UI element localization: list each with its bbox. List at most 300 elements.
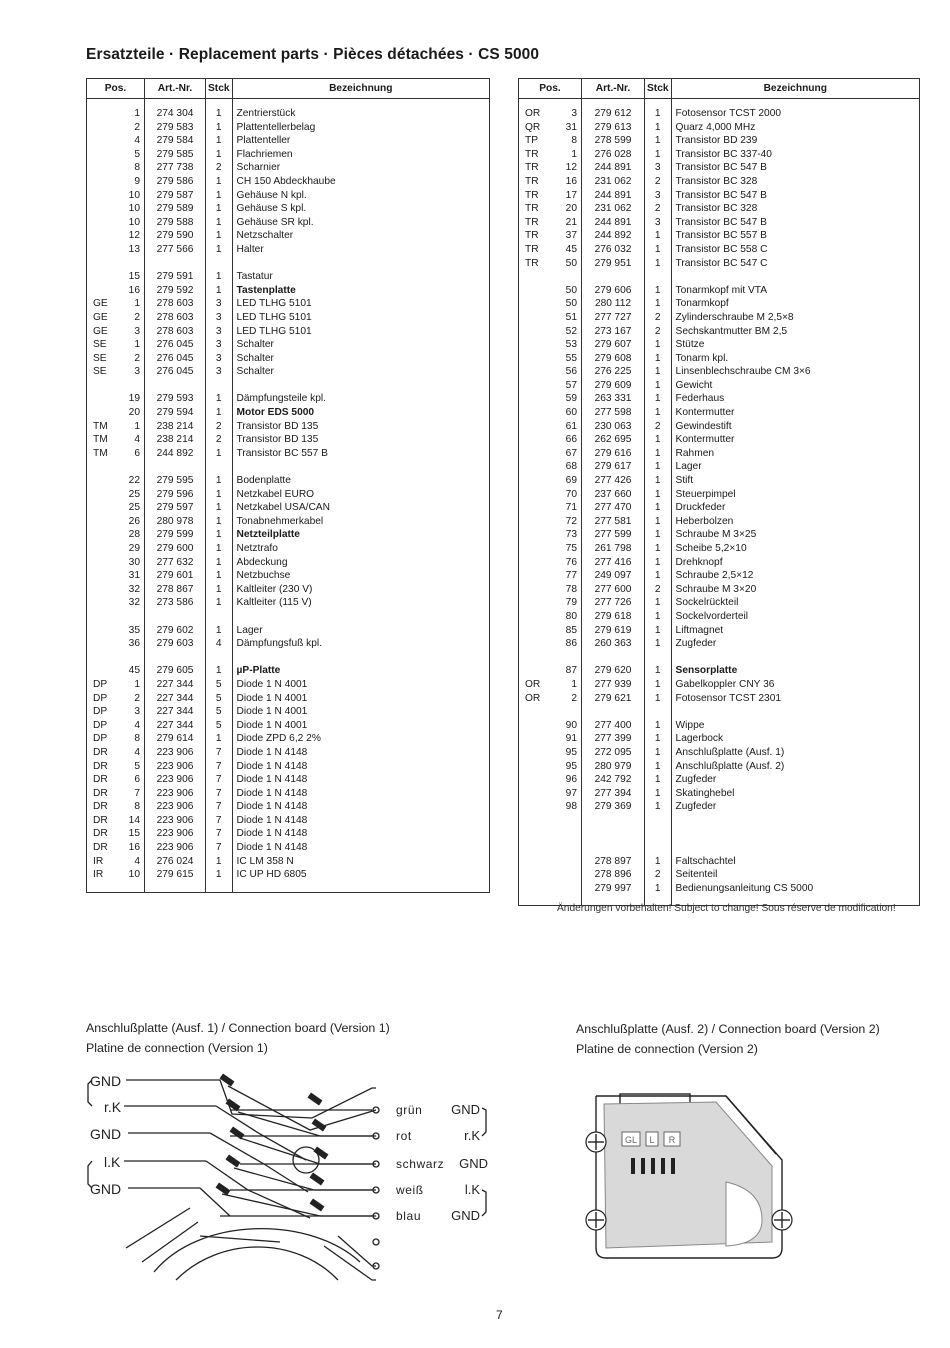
table-cell-empty xyxy=(582,814,645,828)
cell-description: Schalter xyxy=(232,338,489,352)
table-cell-empty xyxy=(145,651,206,665)
cell-art-nr: 278 867 xyxy=(145,583,206,597)
cell-qty: 1 xyxy=(645,488,672,502)
cell-qty: 3 xyxy=(206,338,233,352)
pos-number: 50 xyxy=(565,298,577,310)
cell-art-nr: 278 897 xyxy=(582,855,645,869)
cell-pos xyxy=(519,610,582,624)
table-row xyxy=(519,121,920,135)
board-mark: GL xyxy=(624,1135,638,1145)
pos-number: 8 xyxy=(134,801,140,813)
cell-pos xyxy=(519,868,582,882)
table-row xyxy=(87,474,490,488)
cell-art-nr: 223 906 xyxy=(145,773,206,787)
pos-prefix: DR xyxy=(93,760,108,772)
cell-description: Stift xyxy=(671,474,919,488)
table-row xyxy=(87,651,490,665)
table-row xyxy=(87,216,490,230)
pos-number: 60 xyxy=(565,407,577,419)
cell-qty: 1 xyxy=(206,868,233,892)
cell-art-nr: 244 891 xyxy=(582,189,645,203)
cell-art-nr: 280 979 xyxy=(582,760,645,774)
table-row xyxy=(519,474,920,488)
cell-pos xyxy=(87,488,145,502)
cell-qty: 1 xyxy=(645,882,672,906)
cell-description: Diode 1 N 4001 xyxy=(232,719,489,733)
table-row xyxy=(519,134,920,148)
pos-number: 1 xyxy=(134,298,140,310)
cell-qty: 1 xyxy=(645,148,672,162)
cell-art-nr: 279 612 xyxy=(582,99,645,121)
cell-description: IC LM 358 N xyxy=(232,855,489,869)
pos-prefix: IR xyxy=(93,855,104,867)
table-row xyxy=(87,664,490,678)
cell-pos xyxy=(87,202,145,216)
cell-qty: 1 xyxy=(645,352,672,366)
table-cell-empty xyxy=(232,651,489,665)
table-cell-empty xyxy=(87,460,145,474)
cell-qty: 1 xyxy=(645,800,672,814)
cell-pos xyxy=(519,257,582,271)
cell-description: Zylinderschraube M 2,5×8 xyxy=(671,311,919,325)
cell-pos xyxy=(87,664,145,678)
pos-number: 16 xyxy=(128,284,140,296)
cell-pos xyxy=(519,692,582,706)
table-row xyxy=(519,270,920,284)
table-cell-empty xyxy=(232,379,489,393)
cell-description: Seitenteil xyxy=(671,868,919,882)
board-mark: R xyxy=(668,1135,676,1145)
table-row xyxy=(87,705,490,719)
pos-number: 97 xyxy=(565,787,577,799)
table-row xyxy=(87,732,490,746)
change-notice: Änderungen vorbehalten! Subject to change! Sous réserve de modification! xyxy=(557,903,896,914)
diagram1-caption-line1: Anschlußplatte (Ausf. 1) / Connection board (Version 1) xyxy=(86,1021,390,1035)
cell-description: Tonarmkopf xyxy=(671,297,919,311)
table-row xyxy=(87,787,490,801)
cell-art-nr: 261 798 xyxy=(582,542,645,556)
table-row xyxy=(87,121,490,135)
cell-description: Sechskantmutter BM 2,5 xyxy=(671,325,919,339)
cell-description: Gehäuse N kpl. xyxy=(232,189,489,203)
cell-description: Schalter xyxy=(232,352,489,366)
table-row xyxy=(519,406,920,420)
cell-pos xyxy=(519,148,582,162)
diagram2-caption-line1: Anschlußplatte (Ausf. 2) / Connection board (Version 2) xyxy=(576,1022,880,1036)
cell-description: Diode 1 N 4001 xyxy=(232,678,489,692)
cell-description: Transistor BC 547 B xyxy=(671,161,919,175)
pos-number: 78 xyxy=(565,583,577,595)
table-row xyxy=(519,257,920,271)
cell-description: Sensorplatte xyxy=(671,664,919,678)
cell-qty: 7 xyxy=(206,814,233,828)
cell-art-nr: 277 426 xyxy=(582,474,645,488)
pos-number: 16 xyxy=(128,842,140,854)
cell-pos xyxy=(519,325,582,339)
col-header-pos: Pos. xyxy=(87,79,145,99)
pos-number: 8 xyxy=(134,733,140,745)
cell-qty: 1 xyxy=(206,447,233,461)
cell-art-nr: 249 097 xyxy=(582,569,645,583)
table-row xyxy=(87,406,490,420)
pos-number: 2 xyxy=(571,692,577,704)
left-label: GND xyxy=(90,1126,122,1142)
cell-qty: 1 xyxy=(206,569,233,583)
cell-description: Diode 1 N 4148 xyxy=(232,787,489,801)
table-row xyxy=(519,148,920,162)
cell-description: Transistor BC 557 B xyxy=(232,447,489,461)
cell-description: LED TLHG 5101 xyxy=(232,311,489,325)
cell-art-nr: 279 589 xyxy=(145,202,206,216)
table-row xyxy=(87,99,490,121)
cell-description: Gehäuse S kpl. xyxy=(232,202,489,216)
table-cell-empty xyxy=(519,841,582,855)
cell-art-nr: 279 590 xyxy=(145,229,206,243)
table-row xyxy=(519,773,920,787)
pos-prefix: DP xyxy=(93,719,108,731)
table-cell-empty xyxy=(671,705,919,719)
table-row xyxy=(519,583,920,597)
cell-art-nr: 279 619 xyxy=(582,624,645,638)
cell-art-nr: 279 599 xyxy=(145,528,206,542)
table-row xyxy=(519,433,920,447)
cell-pos xyxy=(519,596,582,610)
cell-qty: 1 xyxy=(645,664,672,678)
pos-number: 45 xyxy=(565,243,577,255)
cell-description: Netzbuchse xyxy=(232,569,489,583)
cell-description: Diode 1 N 4148 xyxy=(232,814,489,828)
cell-pos xyxy=(87,528,145,542)
cell-qty: 1 xyxy=(645,610,672,624)
table-row xyxy=(87,311,490,325)
cell-art-nr: 242 792 xyxy=(582,773,645,787)
cell-pos xyxy=(87,311,145,325)
wire-color-label: rot xyxy=(396,1129,412,1143)
col-header-art: Art.-Nr. xyxy=(145,79,206,99)
pos-number: 87 xyxy=(565,665,577,677)
cell-qty: 1 xyxy=(206,488,233,502)
pos-number: 10 xyxy=(128,203,140,215)
cell-pos xyxy=(519,189,582,203)
cell-pos xyxy=(87,216,145,230)
cell-art-nr: 277 600 xyxy=(582,583,645,597)
cell-pos xyxy=(87,556,145,570)
cell-art-nr: 277 726 xyxy=(582,596,645,610)
table-row xyxy=(87,338,490,352)
cell-art-nr: 244 891 xyxy=(582,216,645,230)
pos-number: 86 xyxy=(565,638,577,650)
cell-pos xyxy=(519,773,582,787)
cell-pos xyxy=(87,637,145,651)
cell-art-nr: 278 603 xyxy=(145,311,206,325)
table-row xyxy=(87,515,490,529)
table-row xyxy=(519,569,920,583)
table-row xyxy=(87,637,490,651)
cell-qty: 1 xyxy=(206,284,233,298)
cell-qty: 2 xyxy=(645,583,672,597)
table-row xyxy=(519,746,920,760)
table-row xyxy=(87,841,490,855)
pos-prefix: OR xyxy=(525,108,541,119)
cell-qty: 1 xyxy=(206,406,233,420)
pos-prefix: DP xyxy=(93,678,108,690)
cell-pos xyxy=(87,433,145,447)
pos-prefix: TR xyxy=(525,230,539,242)
cell-pos xyxy=(87,841,145,855)
cell-art-nr: 278 896 xyxy=(582,868,645,882)
pos-number: 19 xyxy=(128,393,140,405)
cell-pos xyxy=(87,569,145,583)
table-cell-empty xyxy=(645,270,672,284)
cell-qty: 1 xyxy=(645,596,672,610)
table-row xyxy=(519,352,920,366)
cell-qty: 1 xyxy=(645,787,672,801)
cell-pos xyxy=(87,624,145,638)
cell-art-nr: 278 603 xyxy=(145,325,206,339)
pos-number: 20 xyxy=(565,203,577,215)
cell-qty: 1 xyxy=(645,338,672,352)
table-row xyxy=(519,447,920,461)
cell-description: Scheibe 5,2×10 xyxy=(671,542,919,556)
cell-pos xyxy=(519,556,582,570)
cell-description: Drehknopf xyxy=(671,556,919,570)
table-row xyxy=(519,379,920,393)
col-header-desc: Bezeichnung xyxy=(671,79,919,99)
cell-description: Sockelrückteil xyxy=(671,596,919,610)
cell-description: Transistor BC 558 C xyxy=(671,243,919,257)
cell-art-nr: 278 599 xyxy=(582,134,645,148)
cell-description: Gewicht xyxy=(671,379,919,393)
table-row xyxy=(519,556,920,570)
cell-art-nr: 223 906 xyxy=(145,787,206,801)
table-row xyxy=(87,800,490,814)
cell-art-nr: 263 331 xyxy=(582,392,645,406)
cell-description: Transistor BC 328 xyxy=(671,175,919,189)
table-cell-empty xyxy=(519,270,582,284)
table-cell-empty xyxy=(232,610,489,624)
table-row xyxy=(87,297,490,311)
cell-pos xyxy=(87,338,145,352)
cell-art-nr: 238 214 xyxy=(145,420,206,434)
pos-prefix: DR xyxy=(93,814,108,826)
table-row xyxy=(519,868,920,882)
cell-description: Plattentellerbelag xyxy=(232,121,489,135)
table-row xyxy=(87,583,490,597)
table-cell-empty xyxy=(232,257,489,271)
cell-pos xyxy=(87,134,145,148)
cell-art-nr: 227 344 xyxy=(145,678,206,692)
pos-prefix: TR xyxy=(525,189,539,201)
cell-pos xyxy=(87,868,145,892)
table-row xyxy=(87,814,490,828)
cell-pos xyxy=(87,161,145,175)
table-row xyxy=(519,800,920,814)
cell-description: LED TLHG 5101 xyxy=(232,325,489,339)
cell-qty: 2 xyxy=(206,433,233,447)
pos-number: 10 xyxy=(128,189,140,201)
pos-number: 14 xyxy=(128,814,140,826)
table-row xyxy=(519,229,920,243)
pos-number: 68 xyxy=(565,461,577,473)
cell-pos xyxy=(87,447,145,461)
cell-qty: 5 xyxy=(206,705,233,719)
cell-qty: 1 xyxy=(645,406,672,420)
cell-pos xyxy=(87,148,145,162)
table-row xyxy=(87,569,490,583)
cell-art-nr: 279 613 xyxy=(582,121,645,135)
cell-qty: 1 xyxy=(206,134,233,148)
cell-pos xyxy=(519,365,582,379)
cell-pos xyxy=(87,121,145,135)
pos-prefix: TR xyxy=(525,216,539,228)
cell-art-nr: 276 045 xyxy=(145,365,206,379)
cell-pos xyxy=(519,624,582,638)
cell-description: Transistor BD 135 xyxy=(232,433,489,447)
table-row xyxy=(519,855,920,869)
cell-qty: 3 xyxy=(206,365,233,379)
pos-prefix: SE xyxy=(93,339,107,351)
cell-description: Druckfeder xyxy=(671,501,919,515)
cell-pos xyxy=(519,216,582,230)
table-row xyxy=(87,270,490,284)
cell-description: Diode 1 N 4001 xyxy=(232,705,489,719)
table-cell-empty xyxy=(582,651,645,665)
pos-number: 32 xyxy=(128,583,140,595)
cell-qty: 1 xyxy=(645,569,672,583)
cell-pos xyxy=(87,284,145,298)
right-label: GND xyxy=(459,1156,488,1171)
pos-number: 76 xyxy=(565,556,577,568)
cell-description: Wippe xyxy=(671,719,919,733)
cell-qty: 1 xyxy=(645,678,672,692)
cell-pos xyxy=(519,392,582,406)
cell-qty: 1 xyxy=(206,99,233,121)
table-row xyxy=(87,678,490,692)
cell-pos xyxy=(87,406,145,420)
cell-art-nr: 244 892 xyxy=(582,229,645,243)
cell-description: LED TLHG 5101 xyxy=(232,297,489,311)
cell-description: Diode 1 N 4148 xyxy=(232,841,489,855)
pos-prefix: DR xyxy=(93,801,108,813)
cell-pos xyxy=(519,787,582,801)
cell-art-nr: 279 591 xyxy=(145,270,206,284)
cell-pos xyxy=(87,705,145,719)
right-label: l.K xyxy=(464,1182,480,1197)
cell-qty: 1 xyxy=(645,637,672,651)
table-row xyxy=(519,678,920,692)
table-row xyxy=(87,556,490,570)
cell-description: Schraube 2,5×12 xyxy=(671,569,919,583)
cell-qty: 1 xyxy=(206,243,233,257)
table-row xyxy=(519,488,920,502)
table-row xyxy=(87,596,490,610)
table-row xyxy=(519,542,920,556)
cell-pos xyxy=(519,732,582,746)
cell-description: Zentrierstück xyxy=(232,99,489,121)
table-cell-empty xyxy=(87,610,145,624)
cell-description: Plattenteller xyxy=(232,134,489,148)
cell-description: Transistor BC 547 B xyxy=(671,189,919,203)
table-cell-empty xyxy=(671,270,919,284)
cell-description: Diode 1 N 4148 xyxy=(232,746,489,760)
cell-pos xyxy=(87,773,145,787)
cell-art-nr: 279 584 xyxy=(145,134,206,148)
cell-art-nr: 262 695 xyxy=(582,433,645,447)
cell-art-nr: 279 583 xyxy=(145,121,206,135)
table-row xyxy=(519,841,920,855)
cell-art-nr: 276 045 xyxy=(145,352,206,366)
cell-description: Schalter xyxy=(232,365,489,379)
pos-number: 72 xyxy=(565,515,577,527)
pos-number: 80 xyxy=(565,610,577,622)
cell-qty: 1 xyxy=(645,732,672,746)
cell-qty: 2 xyxy=(206,161,233,175)
table-row xyxy=(519,216,920,230)
table-cell-empty xyxy=(87,651,145,665)
cell-art-nr: 277 939 xyxy=(582,678,645,692)
cell-art-nr: 277 400 xyxy=(582,719,645,733)
cell-description: Tastenplatte xyxy=(232,284,489,298)
pos-number: 2 xyxy=(134,121,140,133)
pos-number: 4 xyxy=(134,855,140,867)
diagram2-board-marks xyxy=(625,1135,676,1145)
wire-color-label: weiß xyxy=(396,1183,424,1197)
table-row xyxy=(87,528,490,542)
left-label: l.K xyxy=(104,1154,121,1170)
cell-qty: 1 xyxy=(206,542,233,556)
pos-number: 3 xyxy=(571,108,577,119)
pos-number: 12 xyxy=(565,162,577,174)
cell-art-nr: 279 615 xyxy=(145,868,206,892)
cell-qty: 7 xyxy=(206,800,233,814)
table-row xyxy=(519,99,920,121)
cell-art-nr: 223 906 xyxy=(145,827,206,841)
pos-number: 56 xyxy=(565,366,577,378)
pos-number: 52 xyxy=(565,325,577,337)
table-row xyxy=(519,610,920,624)
pos-number: 45 xyxy=(128,665,140,677)
cell-description: Gabelkoppler CNY 36 xyxy=(671,678,919,692)
cell-qty: 1 xyxy=(645,257,672,271)
table-row xyxy=(87,746,490,760)
table-row xyxy=(87,352,490,366)
cell-art-nr: 276 225 xyxy=(582,365,645,379)
cell-art-nr: 279 997 xyxy=(582,882,645,906)
pos-number: 5 xyxy=(134,760,140,772)
cell-pos xyxy=(87,692,145,706)
table-row xyxy=(87,719,490,733)
cell-description: Faltschachtel xyxy=(671,855,919,869)
pos-number: 4 xyxy=(134,746,140,758)
cell-qty: 1 xyxy=(645,99,672,121)
pos-number: 1 xyxy=(134,339,140,351)
cell-description: Netzkabel EURO xyxy=(232,488,489,502)
page-number: 7 xyxy=(496,1308,503,1322)
cell-qty: 3 xyxy=(645,216,672,230)
pos-prefix: OR xyxy=(525,678,541,690)
cell-description: Dämpfungsfuß kpl. xyxy=(232,637,489,651)
cell-qty: 3 xyxy=(206,352,233,366)
pos-prefix: SE xyxy=(93,366,107,378)
cell-qty: 1 xyxy=(645,515,672,529)
cell-qty: 1 xyxy=(206,175,233,189)
table-cell-empty xyxy=(671,814,919,828)
cell-pos xyxy=(87,365,145,379)
connection-board-v1-diagram xyxy=(80,1066,500,1286)
cell-qty: 7 xyxy=(206,760,233,774)
cell-qty: 1 xyxy=(206,148,233,162)
pos-number: 67 xyxy=(565,447,577,459)
